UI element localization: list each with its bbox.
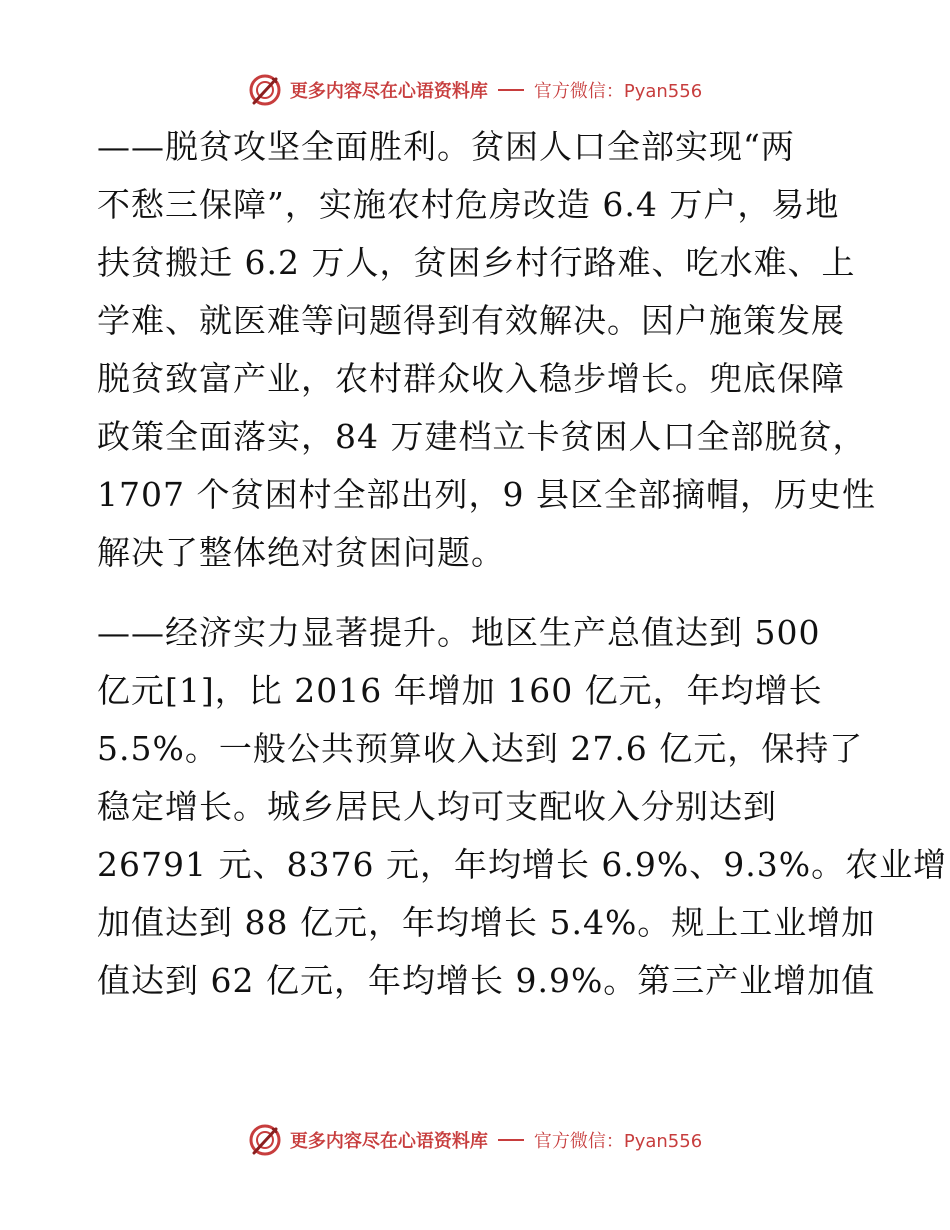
paragraph-poverty-alleviation — [97, 118, 876, 582]
text-line: 1707 个贫困村全部出列，9 县区全部摘帽，历史性 — [97, 475, 876, 514]
text-line: 解决了整体绝对贫困问题。 — [97, 533, 505, 572]
banner-divider — [498, 1139, 524, 1141]
text-line: 26791 元、8376 元，年均增长 6.9%、9.3%。农业增 — [97, 845, 948, 884]
text-line: 扶贫搬迁 6.2 万人，贫困乡村行路难、吃水难、上 — [97, 243, 856, 282]
wechat-id-text: 官方微信：Pyan556 — [533, 81, 703, 102]
text-line: 稳定增长。城乡居民人均可支配收入分别达到 — [97, 787, 777, 826]
brand-logo-icon — [248, 1123, 282, 1157]
site-promo-text: 更多内容尽在心语资料库 — [289, 81, 488, 102]
text-line: ——经济实力显著提升。地区生产总值达到 500 — [97, 613, 821, 652]
paragraph-economic-strength — [97, 604, 948, 1010]
text-line: 学难、就医难等问题得到有效解决。因户施策发展 — [97, 301, 845, 340]
text-line: 亿元[1]，比 2016 年增加 160 亿元，年均增长 — [97, 671, 823, 710]
text-line: 政策全面落实，84 万建档立卡贫困人口全部脱贫， — [97, 417, 867, 456]
header-watermark-banner — [0, 72, 950, 108]
brand-logo-icon — [248, 73, 282, 107]
text-line: 脱贫致富产业，农村群众收入稳步增长。兜底保障 — [97, 359, 845, 398]
text-line: 5.5%。一般公共预算收入达到 27.6 亿元，保持了 — [97, 729, 864, 768]
text-line: 值达到 62 亿元，年均增长 9.9%。第三产业增加值 — [97, 961, 876, 1000]
text-line: ——脱贫攻坚全面胜利。贫困人口全部实现“两 — [97, 127, 795, 166]
banner-divider — [498, 89, 524, 91]
text-line: 加值达到 88 亿元，年均增长 5.4%。规上工业增加 — [97, 903, 876, 942]
wechat-id-text: 官方微信：Pyan556 — [533, 1131, 703, 1152]
document-body — [97, 118, 948, 1032]
footer-watermark-banner — [0, 1122, 950, 1158]
text-line: 不愁三保障”，实施农村危房改造 6.4 万户，易地 — [97, 185, 840, 224]
site-promo-text: 更多内容尽在心语资料库 — [289, 1131, 488, 1152]
